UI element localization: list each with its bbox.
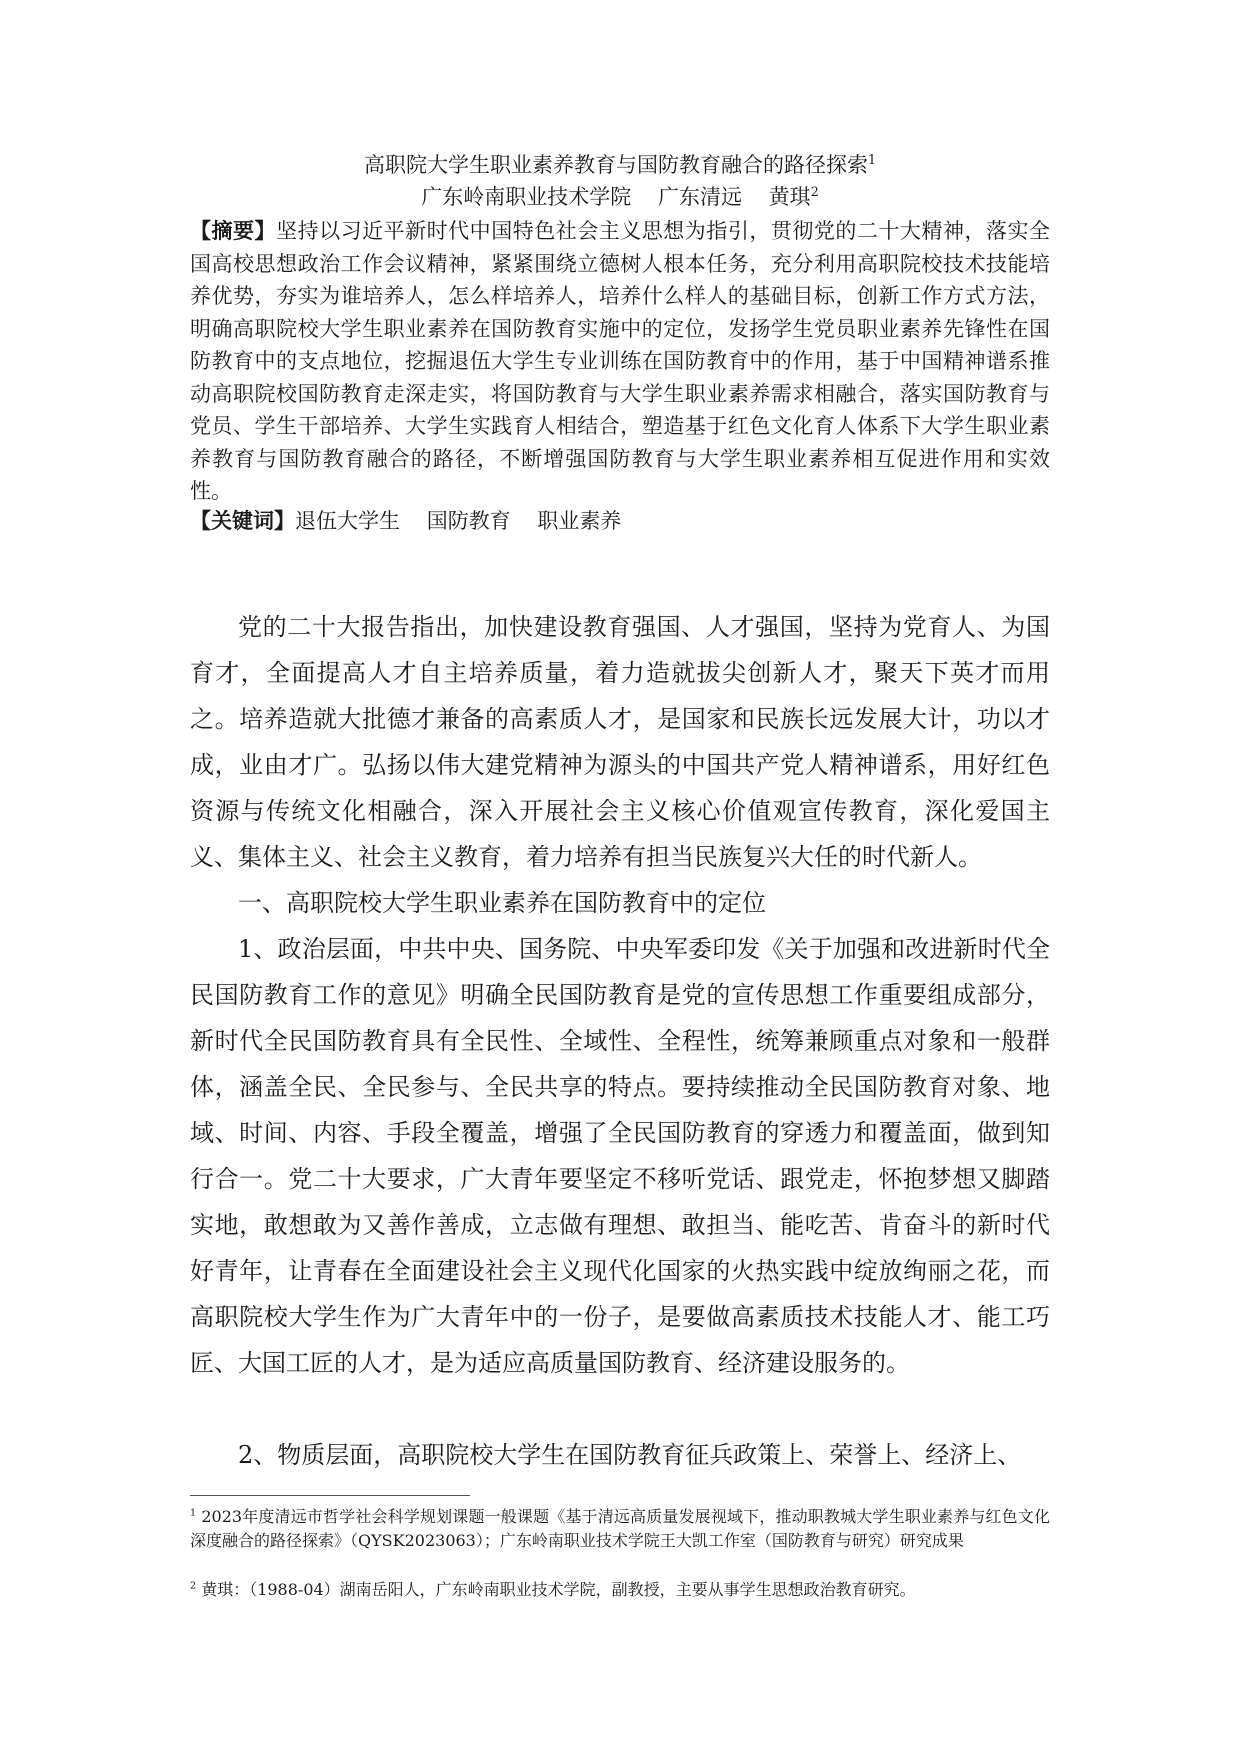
section-heading-1: 一、高职院校大学生职业素养在国防教育中的定位 [238, 889, 766, 917]
title-footnote-mark[interactable]: 1 [867, 152, 876, 167]
abstract-label: 【摘要】 [190, 218, 277, 243]
footnote-2-mark: 2 [190, 1580, 197, 1592]
footnote-2-text: 黄琪：（1988-04）湖南岳阳人，广东岭南职业技术学院，副教授，主要从事学生思想政治教育研究。 [196, 1580, 916, 1599]
footnote-1-mark: 1 [190, 1507, 197, 1519]
title-text: 高职院大学生职业素养教育与国防教育融合的路径探索 [363, 153, 868, 177]
keywords-label: 【关键词】 [190, 508, 295, 533]
footnote-1 [190, 1505, 1050, 1553]
author-text: 广东岭南职业技术学院 广东清远 黄琪 [421, 185, 811, 209]
body-paragraph-material: 2、物质层面，高职院校大学生在国防教育征兵政策上、荣誉上、经济上、 [238, 1441, 1022, 1469]
body-paragraph-intro: 党的二十大报告指出，加快建设教育强国、人才强国，坚持为党育人、为国育才，全面提高人才自主培养质量，着力造就拔尖创新人才，聚天下英才而用之。培养造就大批德才兼备的高素质人才，是国家和民族长远发展大计，功以才成，业由才广。弘扬以伟大建党精神为源头的中国共产党人精神谱系，用好红色资源与传统文化相融合，深入开展社会主义核心价值观宣传教育，深化爱国主义、集体主义、社会主义教育，着力培养有担当民族复兴大任的时代新人。 [190, 613, 1050, 871]
abstract-text: 坚持以习近平新时代中国特色社会主义思想为指引，贯彻党的二十大精神，落实全国高校思想政治工作会议精神，紧紧围绕立德树人根本任务，充分利用高职院校技术技能培养优势，夯实为谁培养人，怎么样培养人，培养什么样人的基础目标，创新工作方式方法，明确高职院校大学生职业素养在国防教育实施中的定位，发扬学生党员职业素养先锋性在国防教育中的支点地位，挖掘退伍大学生专业训练在国防教育中的作用，基于中国精神谱系推动高职院校国防教育走深走实，将国防教育与大学生职业素养需求相融合，落实国防教育与党员、学生干部培养、大学生实践育人相结合，塑造基于红色文化育人体系下大学生职业素养教育与国防教育融合的路径，不断增强国防教育与大学生职业素养相互促进作用和实效性。 [190, 219, 1051, 503]
body-paragraph-political: 1、政治层面，中共中央、国务院、中央军委印发《关于加强和改进新时代全民国防教育工作的意见》明确全民国防教育是党的宣传思想工作重要组成部分，新时代全民国防教育具有全民性、全域性、全程性，统筹兼顾重点对象和一般群体，涵盖全民、全民参与、全民共享的特点。要持续推动全民国防教育对象、地域、时间、内容、手段全覆盖，增强了全民国防教育的穿透力和覆盖面，做到知行合一。党二十大要求，广大青年要坚定不移听党话、跟党走，怀抱梦想又脚踏实地，敢想敢为又善作善成，立志做有理想、敢担当、能吃苦、肯奋斗的新时代好青年，让青春在全面建设社会主义现代化国家的火热实践中绽放绚丽之花，而高职院校大学生作为广大青年中的一份子，是要做高素质技术技能人才、能工巧匠、大国工匠的人才，是为适应高质量国防教育、经济建设服务的。 [190, 935, 1050, 1377]
keywords [190, 505, 1050, 537]
footnote-1-text: 2023年度清远市哲学社会科学规划课题一般课题《基于清远高质量发展视域下，推动职教城大学生职业素养与红色文化深度融合的路径探索》（QYSK2023063）；广东岭南职业技术学院王大凯工作室（国防教育与研究）研究成果 [190, 1507, 1050, 1550]
author-footnote-mark[interactable]: 2 [810, 184, 819, 199]
keywords-text: 退伍大学生 国防教育 职业素养 [295, 509, 622, 533]
author-line [190, 182, 1050, 212]
paper-title [190, 150, 1050, 180]
footnote-2 [190, 1578, 1050, 1602]
abstract [190, 215, 1050, 508]
footnote-divider [190, 1495, 470, 1496]
